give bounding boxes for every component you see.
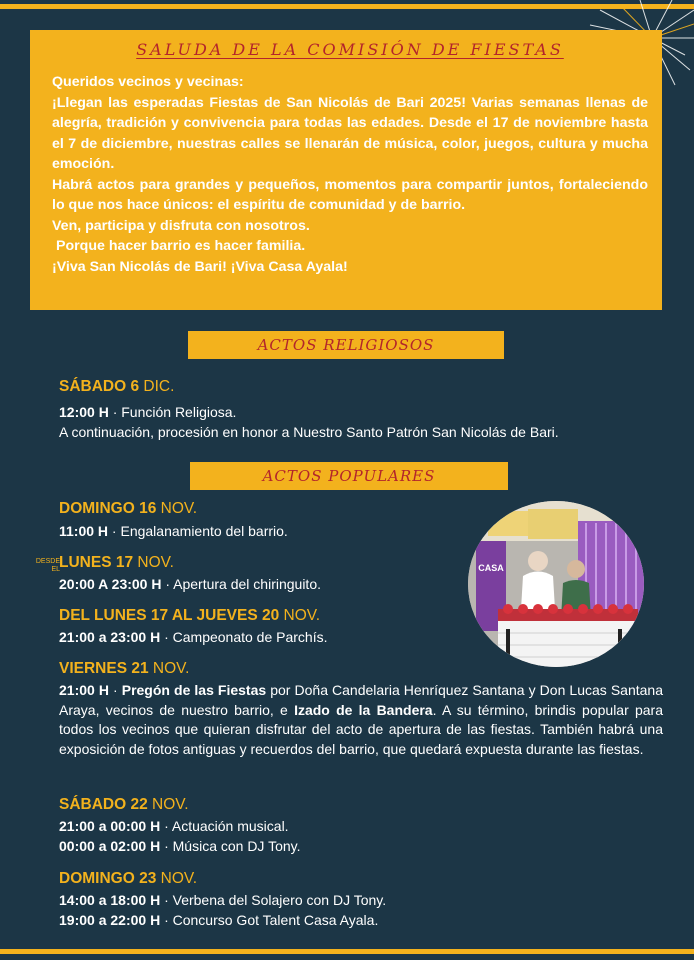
greeting-box xyxy=(30,30,662,310)
event-day: SÁBADO 22 NOV. xyxy=(59,796,189,813)
bottom-stripe xyxy=(0,949,694,954)
greeting-paragraph-5: ¡Viva San Nicolás de Bari! ¡Viva Casa Ayala! xyxy=(52,258,348,275)
event-line: 00:00 a 02:00 H · Música con DJ Tony. xyxy=(59,837,301,854)
event-day: LUNES 17 NOV. xyxy=(59,554,174,571)
photo-illustration xyxy=(468,501,644,667)
event-day: DEL LUNES 17 AL JUEVES 20 NOV. xyxy=(59,607,321,624)
religious-event xyxy=(59,377,663,442)
event-prefix: DESDE EL xyxy=(35,558,60,573)
event-line: A continuación, procesión en honor a Nuestro Santo Patrón San Nicolás de Bari. xyxy=(59,423,559,440)
greeting-paragraph-3: Ven, participa y disfruta con nosotros. xyxy=(52,217,310,234)
event-line: 11:00 H · Engalanamiento del barrio. xyxy=(59,523,288,539)
greeting-paragraph-1: ¡Llegan las esperadas Fiestas de San Nicolás de Bari 2025! Varias semanas llenas de alegría, tradición y convivencia para todas las edades. Desde el 17 de noviembre hasta el 7 de diciembre, nuestras calles se llenarán de música, color, juegos, cultura y mucha emoción. xyxy=(52,94,648,172)
event-day: DOMINGO 23 NOV. xyxy=(59,870,198,887)
event-photo xyxy=(468,501,644,667)
event-line: 19:00 a 22:00 H · Concurso Got Talent Casa Ayala. xyxy=(59,911,379,928)
event-line: 20:00 A 23:00 H · Apertura del chiringuito. xyxy=(59,576,321,592)
event-line: 21:00 a 23:00 H · Campeonato de Parchís. xyxy=(59,629,328,645)
event-line: 12:00 H · Función Religiosa. xyxy=(59,404,237,420)
greeting-paragraph-4: Porque hacer barrio es hacer familia. xyxy=(56,238,306,254)
greeting-salutation: Queridos vecinos y vecinas: xyxy=(52,74,244,90)
greeting-paragraph-2: Habrá actos para grandes y pequeños, momentos para compartir juntos, fortaleciendo lo que nos hace únicos: el espíritu de comunidad y de barrio. xyxy=(52,176,648,213)
event-day: DOMINGO 16 NOV. xyxy=(59,500,198,517)
religious-section-title: ACTOS RELIGIOSOS xyxy=(188,331,504,359)
event-line: 21:00 a 00:00 H · Actuación musical. xyxy=(59,818,289,834)
event-description: 21:00 H · Pregón de las Fiestas por Doña Candelaria Henríquez Santana y Don Lucas Santana Araya, vecinos de nuestro barrio, e Izado de la Bandera. A su término, brindis popular para todos los vecinos que quieran disfrutar del acto de apertura de las fiestas. También habrá una exposición de fotos antiguas y recuerdos del barrio, que quedará expuesta durante las fiestas. xyxy=(59,682,663,757)
event-line: 14:00 a 18:00 H · Verbena del Solajero con DJ Tony. xyxy=(59,892,387,908)
event-day: VIERNES 21 NOV. xyxy=(59,660,190,677)
event-day: SÁBADO 6 DIC. xyxy=(59,378,175,395)
popular-event-6 xyxy=(59,869,663,930)
popular-event-4 xyxy=(59,659,663,759)
photo-sign-text: CASA xyxy=(478,563,504,573)
popular-event-5 xyxy=(59,795,663,856)
greeting-title: SALUDA DE LA COMISIÓN DE FIESTAS xyxy=(136,40,564,59)
popular-section-title: ACTOS POPULARES xyxy=(190,462,508,490)
